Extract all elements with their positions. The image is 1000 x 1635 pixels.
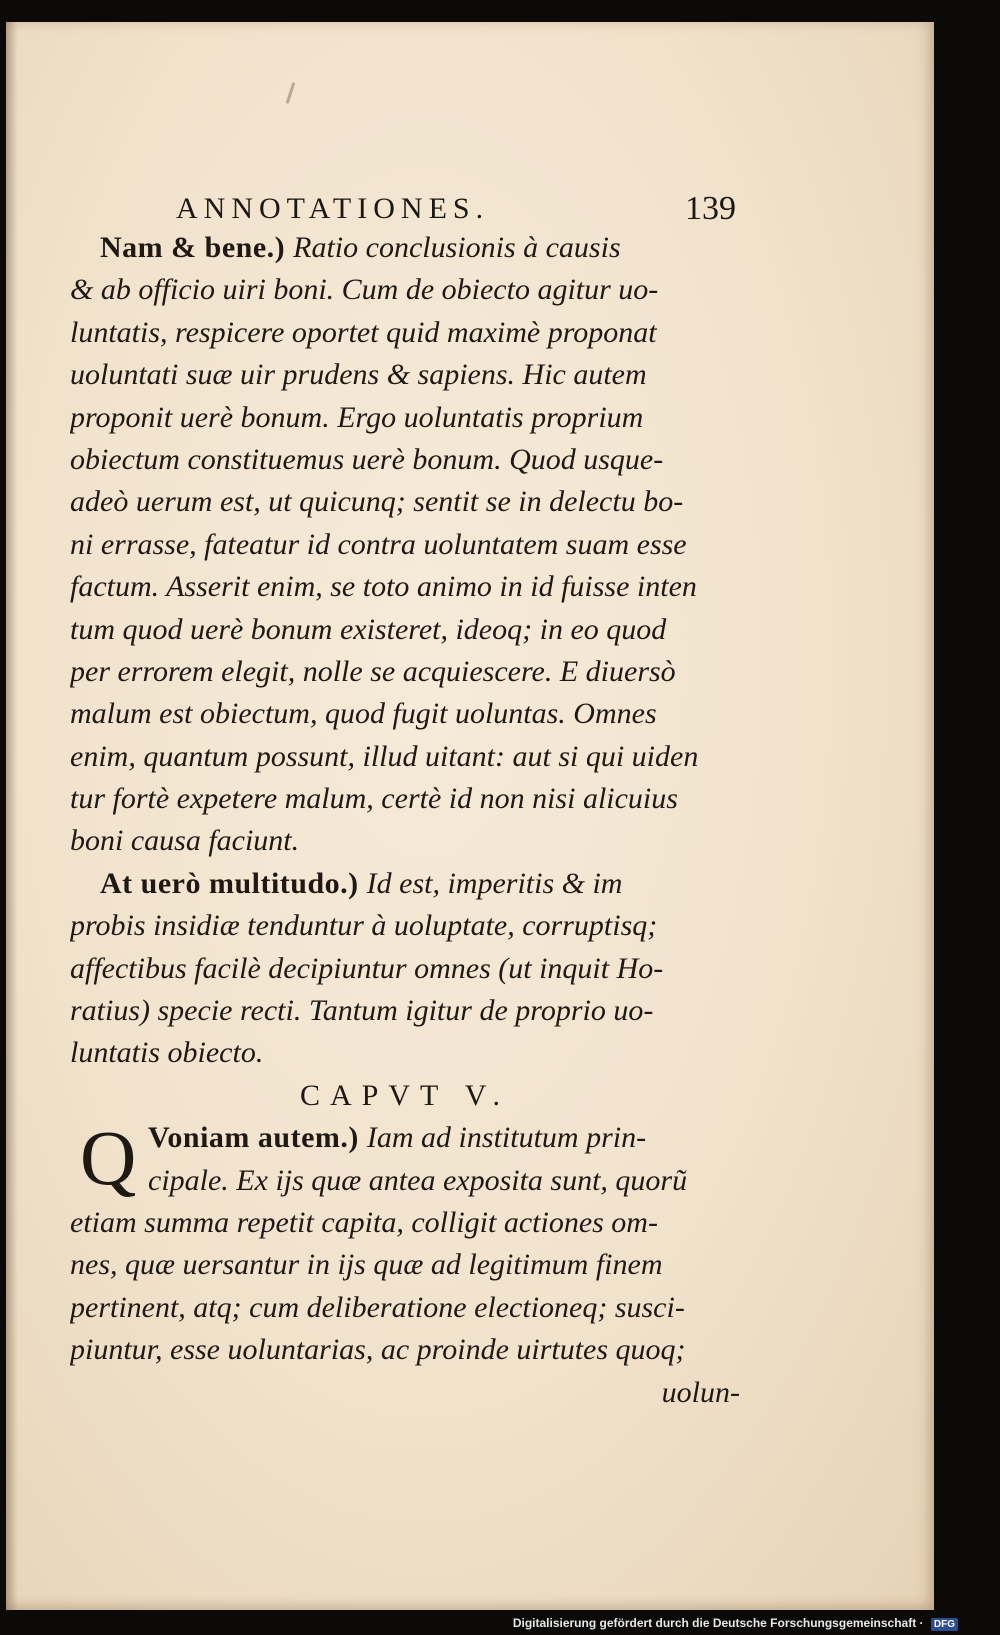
text-line: & ab officio uiri boni. Cum de obiecto agitur uo-	[70, 273, 659, 307]
lemma: Voniam autem.)	[148, 1121, 367, 1155]
text-line: affectibus facilè decipiuntur omnes (ut inquit Ho-	[70, 951, 664, 985]
catchword: uolun-	[661, 1375, 740, 1409]
text-line: obiectum constituemus uerè bonum. Quod usque-	[70, 442, 664, 476]
text-line: boni causa faciunt.	[70, 824, 300, 858]
text-line: tum quod uerè bonum existeret, ideoq; in eo quod	[70, 612, 667, 646]
lemma: At uerò multitudo.)	[100, 866, 367, 900]
text-line	[70, 863, 740, 905]
text-line: malum est obiectum, quod fugit uoluntas. Omnes	[70, 697, 657, 731]
text-line	[70, 227, 740, 269]
lemma: Nam & bene.)	[100, 231, 294, 264]
text-line: enim, quantum possunt, illud uitant: aut si qui uiden	[70, 739, 699, 773]
chapter-heading: CAPVT V.	[299, 1078, 511, 1112]
text-line: nes, quæ uersantur in ijs quæ ad legitimum finem	[70, 1248, 663, 1282]
credit-text: Digitalisierung gefördert durch die Deutsche Forschungsgemeinschaft ·	[512, 1616, 924, 1630]
page-body	[70, 227, 740, 1414]
line-text: Iam ad institutum prin-	[366, 1121, 647, 1155]
text-line: factum. Asserit enim, se toto animo in id fuisse inten	[70, 570, 697, 604]
text-line: cipale. Ex ijs quæ antea exposita sunt, quorũ	[148, 1163, 688, 1197]
ink-smudge	[286, 82, 296, 104]
book-page	[6, 22, 934, 1610]
text-line: adeò uerum est, ut quicunq; sentit se in delectu bo-	[70, 485, 684, 519]
text-line: tur fortè expetere malum, certè id non nisi alicuius	[70, 782, 678, 816]
text-line	[70, 1117, 740, 1159]
text-line: uoluntati suæ uir prudens & sapiens. Hic autem	[70, 358, 647, 392]
text-line: piuntur, esse uoluntarias, ac proinde uirtutes quoq;	[70, 1333, 686, 1367]
line-text: Ratio conclusionis à causis	[293, 231, 621, 264]
drop-cap: Q	[80, 1114, 137, 1202]
text-line: pertinent, atq; cum deliberatione electioneq; susci-	[70, 1290, 685, 1324]
page-header	[176, 192, 736, 232]
line-text: Id est, imperitis & im	[366, 866, 623, 900]
digitization-credit	[513, 1616, 958, 1631]
text-line: luntatis obiecto.	[70, 1036, 264, 1070]
chapter-opening	[70, 1114, 740, 1202]
page-number: 139	[685, 190, 736, 227]
text-line: luntatis, respicere oportet quid maximè proponat	[70, 315, 657, 349]
text-line: probis insidiæ tenduntur à uoluptate, corruptisq;	[70, 909, 658, 943]
text-line: proponit uerè bonum. Ergo uoluntatis proprium	[70, 400, 644, 434]
gutter-shadow	[6, 22, 18, 1610]
text-line: ratius) specie recti. Tantum igitur de proprio uo-	[70, 994, 654, 1028]
text-line: etiam summa repetit capita, colligit actiones om-	[70, 1205, 658, 1239]
running-head: ANNOTATIONES.	[176, 192, 490, 225]
dfg-logo: DFG	[931, 1618, 958, 1631]
text-line: ni errasse, fateatur id contra uoluntatem suam esse	[70, 527, 687, 561]
text-line: per errorem elegit, nolle se acquiescere. E diuersò	[70, 654, 676, 688]
